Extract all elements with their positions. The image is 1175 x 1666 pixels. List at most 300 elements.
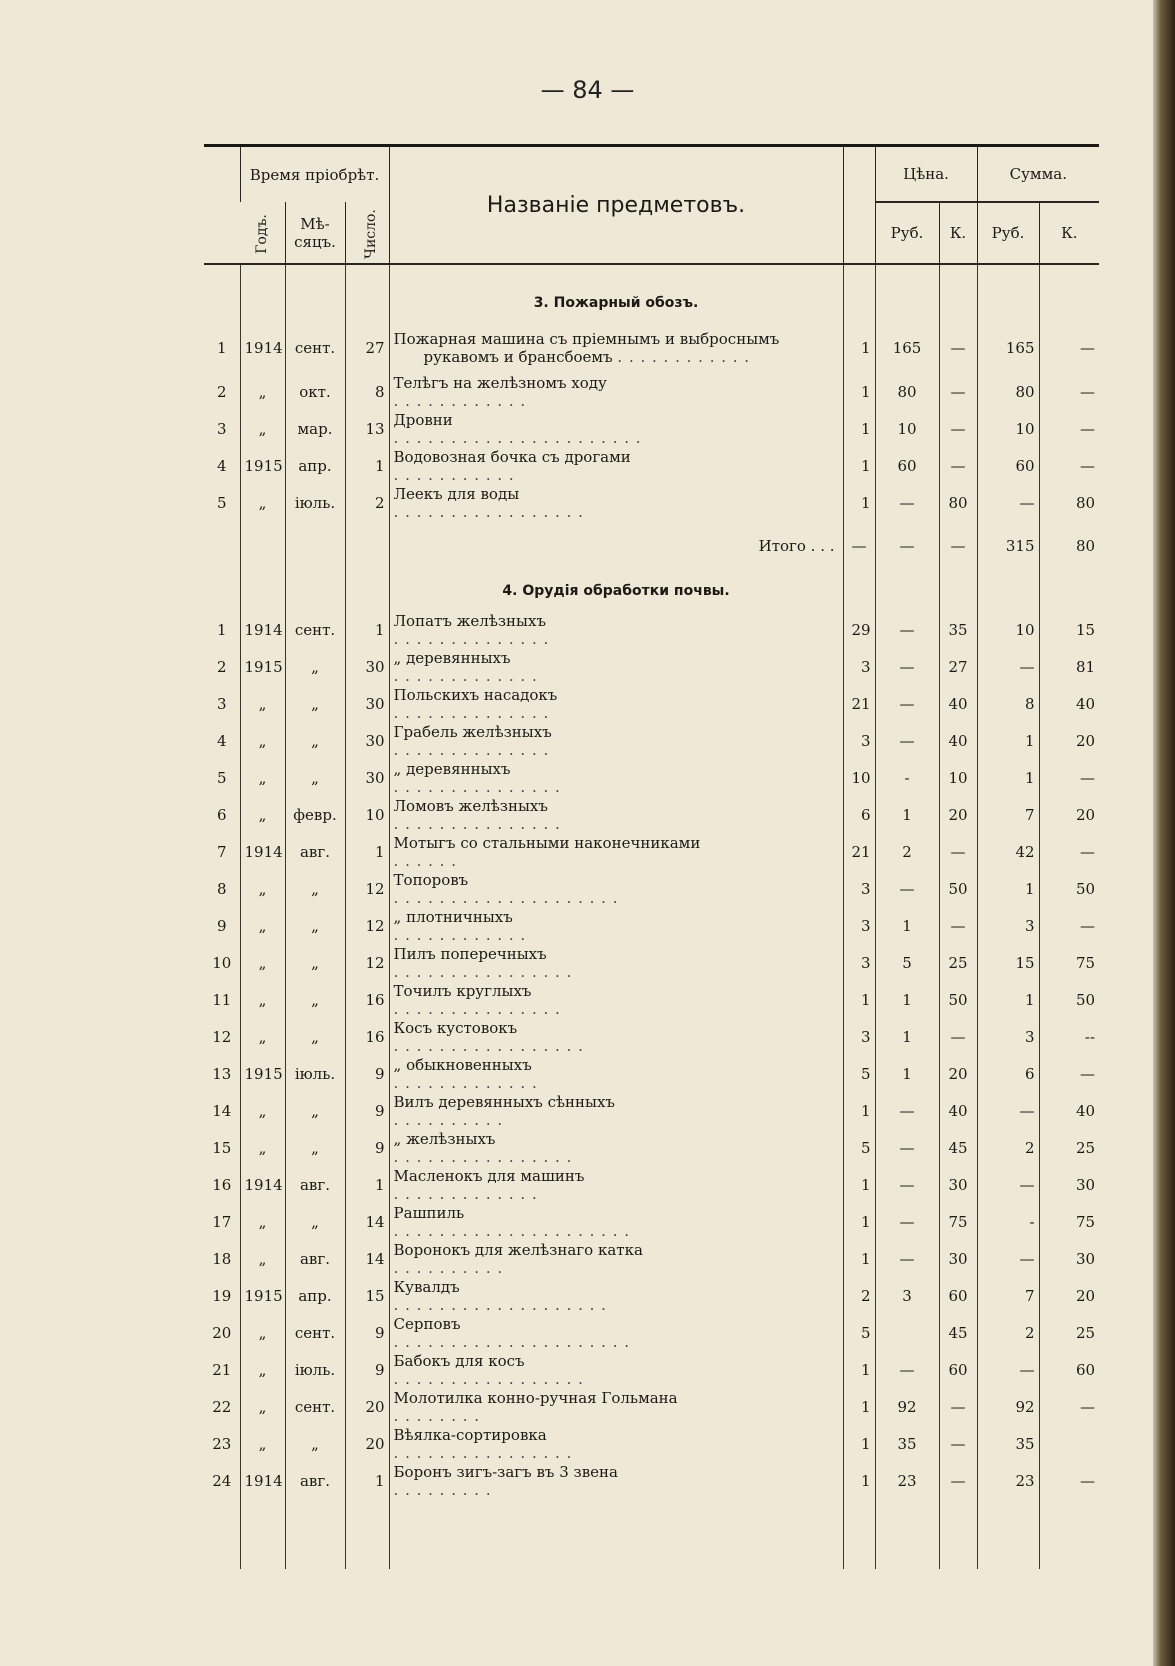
table-row [204,759,1099,796]
col-header-sum: Сумма. [977,146,1099,203]
row-price-rub: — [875,1092,939,1129]
row-year: „ [240,981,285,1018]
row-number: 11 [212,990,232,1009]
col-header-sum-kop: К. [1039,202,1099,264]
row-quantity: 21 [843,685,875,722]
row-item-name [389,685,843,722]
row-day: 12 [345,944,389,981]
leader-dots: . . . . . . . . . . . . . . . . . . . . . [393,1221,631,1240]
row-price-rub: — [875,870,939,907]
empty-cell [1039,571,1099,611]
row-price-kop: 45 [939,1314,977,1351]
item-name: Грабель желѣзныхъ [393,722,552,741]
row-sum-rub: — [977,1166,1039,1203]
row-sum-kop: — [1039,833,1099,870]
row-price-rub: — [875,648,939,685]
leader-dots: . . . . . . . . . . . . . . . . . [393,1036,584,1055]
row-year: „ [240,410,285,447]
row-day: 9 [345,1129,389,1166]
row-year: „ [240,484,285,521]
row-month: авг. [285,1240,345,1277]
total-quantity: — [843,521,875,571]
total-price-kop: — [939,521,977,571]
table-row [204,1240,1099,1277]
row-price-kop: 75 [939,1203,977,1240]
table-row [204,323,1099,373]
row-year: 1915 [240,648,285,685]
item-name: Лопатъ желѣзныхъ [393,611,546,630]
row-number: 14 [212,1101,232,1120]
item-name: Серповъ [393,1314,461,1333]
row-sum-rub: 3 [977,907,1039,944]
empty-cell [240,571,285,611]
table-row [204,447,1099,484]
empty-cell [389,1499,843,1569]
row-year: „ [240,1351,285,1388]
item-name: Ломовъ желѣзныхъ [393,796,548,815]
row-sum-kop: 80 [1039,484,1099,521]
row-sum-kop [1039,1425,1099,1462]
row-day: 12 [345,907,389,944]
item-name: Косъ кустовокъ [393,1018,518,1037]
row-year: 1914 [240,833,285,870]
row-day: 8 [345,373,389,410]
col-header-month: Мѣ-сяцъ. [285,202,345,264]
row-price-kop: 60 [939,1277,977,1314]
row-day: 10 [345,796,389,833]
row-item-name [389,833,843,870]
row-month: сент. [285,611,345,648]
row-item-name [389,1166,843,1203]
row-sum-kop: — [1039,447,1099,484]
empty-cell [939,1499,977,1569]
row-sum-kop: 20 [1039,722,1099,759]
row-price-rub: 92 [875,1388,939,1425]
row-sum-kop: 60 [1039,1351,1099,1388]
row-price-rub: — [875,1166,939,1203]
table-row [204,722,1099,759]
row-month: „ [285,870,345,907]
total-price-rub: — [875,521,939,571]
row-day: 30 [345,685,389,722]
row-sum-kop: — [1039,1055,1099,1092]
row-sum-rub: 15 [977,944,1039,981]
row-sum-rub: 165 [977,323,1039,373]
table-row [204,1203,1099,1240]
row-year: 1915 [240,1277,285,1314]
row-year: „ [240,722,285,759]
col-header-quantity [843,146,875,265]
row-price-rub: 80 [875,373,939,410]
row-sum-rub: 7 [977,796,1039,833]
page-number: — 84 — [540,76,635,104]
leader-dots: . . . . . . . . . . . . . . . . . . . [393,1295,607,1314]
row-quantity: 1 [843,1462,875,1499]
leader-dots: . . . . . . . . . . . . [617,348,751,366]
row-item-name [389,981,843,1018]
row-price-rub [875,1314,939,1351]
table-row [204,648,1099,685]
leader-dots: . . . . . . [393,851,457,870]
row-year: „ [240,1425,285,1462]
empty-cell [1039,264,1099,283]
row-year: „ [240,373,285,410]
leader-dots: . . . . . . . . . . [393,1258,504,1277]
row-quantity: 1 [843,323,875,373]
row-item-name [389,722,843,759]
row-year: „ [240,1388,285,1425]
row-sum-rub: 6 [977,1055,1039,1092]
table-row [204,1018,1099,1055]
row-number: 20 [212,1323,232,1342]
empty-cell [240,1499,285,1569]
row-price-rub: 2 [875,833,939,870]
row-quantity: 1 [843,373,875,410]
row-quantity: 21 [843,833,875,870]
row-number: 6 [216,805,227,824]
leader-dots: . . . . . . . . . . . . . [393,1184,538,1203]
row-day: 27 [345,323,389,373]
row-sum-rub: 23 [977,1462,1039,1499]
empty-cell [977,571,1039,611]
item-name: Вѣялка-сортировка [393,1425,547,1444]
row-number: 19 [212,1286,232,1305]
row-year: 1914 [240,1462,285,1499]
row-item-name [389,1314,843,1351]
row-quantity: 1 [843,1388,875,1425]
item-name-continued: рукавомъ и брансбоемъ [423,348,613,366]
leader-dots: . . . . . . . . . . . . . . . [393,777,561,796]
row-sum-kop: 40 [1039,1092,1099,1129]
row-sum-rub: 60 [977,447,1039,484]
row-year: 1915 [240,1055,285,1092]
row-number: 15 [212,1138,232,1157]
row-item-name [389,1240,843,1277]
row-quantity: 5 [843,1314,875,1351]
row-month: авг. [285,1462,345,1499]
row-number: 16 [212,1175,232,1194]
table-row [204,611,1099,648]
table-row [204,1351,1099,1388]
row-sum-kop: 50 [1039,981,1099,1018]
row-price-kop: — [939,1425,977,1462]
item-name: Воронокъ для желѣзнаго катка [393,1240,643,1259]
row-day: 13 [345,410,389,447]
row-month: „ [285,1018,345,1055]
leader-dots: . . . . . . . . . . . . . . [393,703,550,722]
row-year: 1915 [240,447,285,484]
row-item-name [389,410,843,447]
row-price-rub: 10 [875,410,939,447]
row-month: сент. [285,1314,345,1351]
section-title-row [204,571,1099,611]
item-name: Вилъ деревянныхъ сѣнныхъ [393,1092,615,1111]
col-header-name: Названіе предметовъ. [389,146,843,265]
leader-dots: . . . . . . . . . . . . . . . . . . . . . [393,1332,631,1351]
empty-cell [285,283,345,323]
row-sum-rub: 3 [977,1018,1039,1055]
row-price-kop: 40 [939,1092,977,1129]
row-price-kop: — [939,1018,977,1055]
row-year: „ [240,1240,285,1277]
row-quantity: 1 [843,447,875,484]
row-price-rub: — [875,484,939,521]
empty-cell [875,571,939,611]
table-row [204,907,1099,944]
total-label: Итого . . . [758,537,835,555]
row-year: 1914 [240,1166,285,1203]
row-sum-rub: — [977,648,1039,685]
row-day: 1 [345,1166,389,1203]
row-item-name [389,907,843,944]
row-price-kop: 35 [939,611,977,648]
empty-cell [204,521,240,571]
row-month: іюль. [285,1351,345,1388]
row-price-rub: — [875,1240,939,1277]
leader-dots: . . . . . . . . . . . . [393,391,527,410]
row-year: „ [240,1129,285,1166]
empty-cell [345,521,389,571]
empty-cell [345,571,389,611]
empty-cell [345,264,389,283]
row-sum-rub: 10 [977,611,1039,648]
empty-cell [204,571,240,611]
row-month: „ [285,1092,345,1129]
row-sum-kop: 30 [1039,1240,1099,1277]
row-price-kop: — [939,1462,977,1499]
row-day: 14 [345,1203,389,1240]
row-quantity: 3 [843,648,875,685]
empty-cell [875,264,939,283]
row-number: 23 [212,1434,232,1453]
item-name: Дровни [393,410,453,429]
col-header-number [204,146,240,265]
item-name: „ деревянныхъ [393,759,511,778]
row-year: „ [240,685,285,722]
row-year: „ [240,870,285,907]
empty-cell [204,283,240,323]
leader-dots: . . . . . . . . . . . [393,465,515,484]
total-row [204,521,1099,571]
row-sum-kop: — [1039,759,1099,796]
row-item-name [389,648,843,685]
row-price-kop: 60 [939,1351,977,1388]
row-price-kop: 20 [939,1055,977,1092]
row-sum-kop: — [1039,373,1099,410]
row-sum-rub: 2 [977,1129,1039,1166]
row-year: „ [240,1203,285,1240]
row-quantity: 3 [843,907,875,944]
row-day: 1 [345,833,389,870]
row-quantity: 1 [843,1092,875,1129]
row-day: 20 [345,1388,389,1425]
row-item-name [389,944,843,981]
row-sum-rub: 1 [977,870,1039,907]
row-day: 1 [345,447,389,484]
row-month: авг. [285,1166,345,1203]
row-month: „ [285,685,345,722]
row-day: 2 [345,484,389,521]
row-month: „ [285,907,345,944]
row-price-kop: — [939,323,977,373]
row-month: апр. [285,447,345,484]
row-sum-rub: 92 [977,1388,1039,1425]
row-quantity: 1 [843,1166,875,1203]
row-number: 2 [216,657,227,676]
section-title-row [204,283,1099,323]
empty-cell [939,283,977,323]
leader-dots: . . . . . . . . . . . . . . . . . . . . [393,888,619,907]
row-number: 2 [216,382,227,401]
row-month: „ [285,759,345,796]
row-sum-rub: — [977,484,1039,521]
row-price-kop: 10 [939,759,977,796]
row-price-kop: 50 [939,981,977,1018]
row-price-kop: — [939,907,977,944]
table-row [204,373,1099,410]
row-year: „ [240,759,285,796]
row-price-rub: 5 [875,944,939,981]
item-name: „ желѣзныхъ [393,1129,496,1148]
col-header-time: Время пріобрѣт. [240,146,389,203]
row-day: 1 [345,611,389,648]
row-month: „ [285,1203,345,1240]
total-sum-kop: 80 [1039,521,1099,571]
item-name: Телѣгъ на желѣзномъ ходу [393,373,607,392]
table-row [204,1388,1099,1425]
row-number: 5 [216,493,227,512]
row-day: 12 [345,870,389,907]
empty-cell [977,264,1039,283]
empty-cell [204,1499,240,1569]
row-month: іюль. [285,484,345,521]
row-number: 12 [212,1027,232,1046]
table-row [204,685,1099,722]
row-item-name [389,1203,843,1240]
row-item-name [389,870,843,907]
leader-dots: . . . . . . . . . . . . . [393,666,538,685]
row-quantity: 3 [843,722,875,759]
leader-dots: . . . . . . . . . . . . . . . . . [393,1369,584,1388]
empty-cell [939,571,977,611]
row-month: апр. [285,1277,345,1314]
row-price-kop: 20 [939,796,977,833]
row-day: 30 [345,648,389,685]
row-price-kop: 40 [939,722,977,759]
table-row [204,1055,1099,1092]
leader-dots: . . . . . . . . [393,1406,481,1425]
row-item-name [389,1018,843,1055]
row-sum-rub: 1 [977,981,1039,1018]
row-item-name [389,611,843,648]
row-item-name [389,1462,843,1499]
row-sum-rub: — [977,1240,1039,1277]
section-title: 4. Орудія обработки почвы. [502,583,730,599]
row-sum-kop: 15 [1039,611,1099,648]
spacer-row [204,264,1099,283]
row-number: 4 [216,456,227,475]
row-month: февр. [285,796,345,833]
leader-dots: . . . . . . . . . . . . . . . . [393,1443,573,1462]
row-sum-kop: 25 [1039,1129,1099,1166]
row-sum-rub: 10 [977,410,1039,447]
row-item-name [389,1388,843,1425]
row-number: 24 [212,1471,232,1490]
row-month: „ [285,944,345,981]
row-sum-kop: 75 [1039,944,1099,981]
row-sum-rub: 35 [977,1425,1039,1462]
row-quantity: 1 [843,1203,875,1240]
empty-cell [977,1499,1039,1569]
row-sum-kop: -- [1039,1018,1099,1055]
row-quantity: 3 [843,1018,875,1055]
row-number: 13 [212,1064,232,1083]
row-quantity: 2 [843,1277,875,1314]
row-day: 9 [345,1314,389,1351]
row-sum-kop: 75 [1039,1203,1099,1240]
row-quantity: 1 [843,484,875,521]
table-row [204,1462,1099,1499]
col-header-price: Цѣна. [875,146,977,203]
row-month: мар. [285,410,345,447]
row-day: 9 [345,1351,389,1388]
leader-dots: . . . . . . . . . . . . [393,925,527,944]
row-quantity: 1 [843,1240,875,1277]
row-year: „ [240,796,285,833]
row-sum-kop: 20 [1039,1277,1099,1314]
row-number: 18 [212,1249,232,1268]
row-item-name [389,1092,843,1129]
row-year: „ [240,1314,285,1351]
empty-cell [240,283,285,323]
row-quantity: 5 [843,1129,875,1166]
row-price-rub: 23 [875,1462,939,1499]
row-number: 22 [212,1397,232,1416]
row-quantity: 3 [843,870,875,907]
item-name: Леекъ для воды [393,484,520,503]
row-price-rub: — [875,1203,939,1240]
leader-dots: . . . . . . . . . . . . . . . . . . . . . . [393,428,642,447]
row-number: 9 [216,916,227,935]
row-item-name [389,1351,843,1388]
leader-dots: . . . . . . . . . . . . . . . [393,814,561,833]
row-price-rub: 1 [875,1018,939,1055]
row-month: „ [285,1129,345,1166]
row-sum-kop: 50 [1039,870,1099,907]
col-header-price-kop: К. [939,202,977,264]
row-year: „ [240,1092,285,1129]
row-item-name [389,323,843,373]
empty-cell [204,264,240,283]
table-row [204,944,1099,981]
total-label-cell [389,521,843,571]
row-sum-kop: — [1039,323,1099,373]
row-day: 14 [345,1240,389,1277]
empty-cell [843,264,875,283]
item-name: „ плотничныхъ [393,907,513,926]
item-name: Кувалдъ [393,1277,460,1296]
item-name: Топоровъ [393,870,469,889]
row-day: 1 [345,1462,389,1499]
row-price-rub: — [875,1129,939,1166]
row-sum-rub: - [977,1203,1039,1240]
empty-cell [285,571,345,611]
row-price-rub: 3 [875,1277,939,1314]
row-item-name [389,759,843,796]
empty-cell [843,571,875,611]
row-sum-rub: — [977,1351,1039,1388]
row-quantity: 1 [843,1351,875,1388]
